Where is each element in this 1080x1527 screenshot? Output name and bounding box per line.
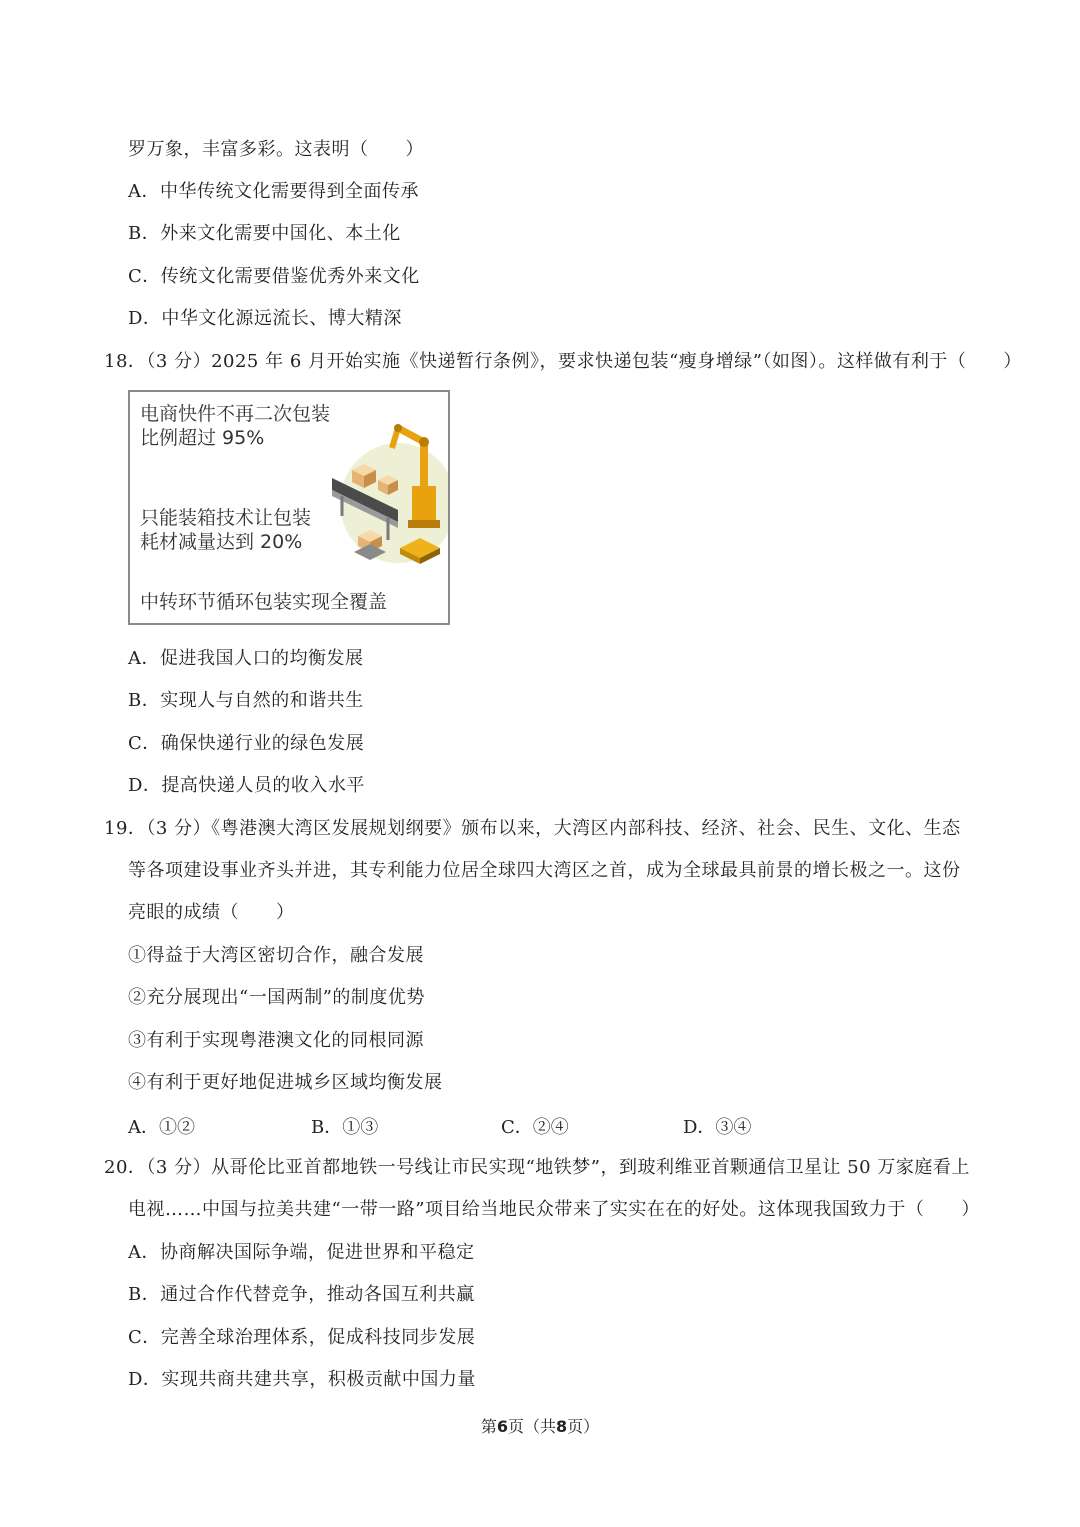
q20-stem-line-1: 20．（3 分）从哥伦比亚首都地铁一号线让市民实现“地铁梦”，到玻利维亚首颗通信卫星让 50 万家庭看上 — [104, 1157, 970, 1178]
q19-choice-c: C．②④ — [501, 1117, 569, 1138]
page-footer — [0, 1414, 1080, 1437]
figure-line-4: 耗材减量达到 20% — [140, 531, 303, 553]
figure-line-5: 中转环节循环包装实现全覆盖 — [140, 591, 388, 613]
footer-suffix: 页） — [567, 1417, 600, 1436]
q19-item-3: ③有利于实现粤港澳文化的同根同源 — [128, 1030, 424, 1051]
q17-option-a: A．中华传统文化需要得到全面传承 — [128, 181, 419, 202]
q19-stem-line-3: 亮眼的成绩（ ） — [128, 902, 295, 923]
robot-arm-conveyor-icon — [328, 418, 448, 568]
footer-page-number: 6 — [496, 1417, 508, 1436]
figure-line-1: 电商快件不再二次包装 — [140, 403, 331, 425]
q19-choices — [128, 1113, 828, 1139]
q18-option-b: B．实现人与自然的和谐共生 — [128, 690, 364, 711]
q20-option-c: C．完善全球治理体系，促成科技同步发展 — [128, 1327, 476, 1348]
q19-stem-line-2: 等各项建设事业齐头并进，其专利能力位居全球四大湾区之首，成为全球最具前景的增长极之一。这份 — [128, 860, 961, 881]
q17-option-d: D．中华文化源远流长、博大精深 — [128, 308, 402, 329]
footer-middle: 页（共 — [507, 1417, 556, 1436]
q19-item-1: ①得益于大湾区密切合作，融合发展 — [128, 945, 424, 966]
q17-stem-tail: 罗万象，丰富多彩。这表明（ ） — [128, 139, 424, 160]
q18-figure — [128, 390, 450, 625]
figure-line-2: 比例超过 95% — [140, 427, 265, 449]
footer-total-pages: 8 — [556, 1417, 568, 1436]
q19-stem-line-1: 19．（3 分）《粤港澳大湾区发展规划纲要》颁布以来，大湾区内部科技、经济、社会、民生、文化、生态 — [104, 818, 961, 839]
q19-choice-b: B．①③ — [311, 1117, 379, 1138]
q18-option-c: C．确保快递行业的绿色发展 — [128, 733, 365, 754]
q18-stem: 18．（3 分）2025 年 6 月开始实施《快递暂行条例》，要求快递包装“瘦身增绿”（如图）。这样做有利于（ ） — [104, 351, 1022, 372]
q20-option-b: B．通过合作代替竞争，推动各国互利共赢 — [128, 1284, 475, 1305]
q20-stem-line-2: 电视……中国与拉美共建“一带一路”项目给当地民众带来了实实在在的好处。这体现我国致力于（ ） — [128, 1199, 980, 1220]
q17-option-b: B．外来文化需要中国化、本土化 — [128, 223, 401, 244]
q20-option-a: A．协商解决国际争端，促进世界和平稳定 — [128, 1242, 475, 1263]
q18-option-a: A．促进我国人口的均衡发展 — [128, 648, 364, 669]
q19-choice-d: D．③④ — [683, 1117, 752, 1138]
q17-option-c: C．传统文化需要借鉴优秀外来文化 — [128, 266, 420, 287]
q19-choice-a: A．①② — [128, 1117, 195, 1138]
q19-item-4: ④有利于更好地促进城乡区域均衡发展 — [128, 1072, 443, 1093]
figure-line-3: 只能装箱技术让包装 — [140, 507, 312, 529]
q19-item-2: ②充分展现出“一国两制”的制度优势 — [128, 987, 425, 1008]
footer-prefix: 第 — [480, 1417, 497, 1436]
q20-option-d: D．实现共商共建共享，积极贡献中国力量 — [128, 1369, 476, 1390]
q18-option-d: D．提高快递人员的收入水平 — [128, 775, 365, 796]
